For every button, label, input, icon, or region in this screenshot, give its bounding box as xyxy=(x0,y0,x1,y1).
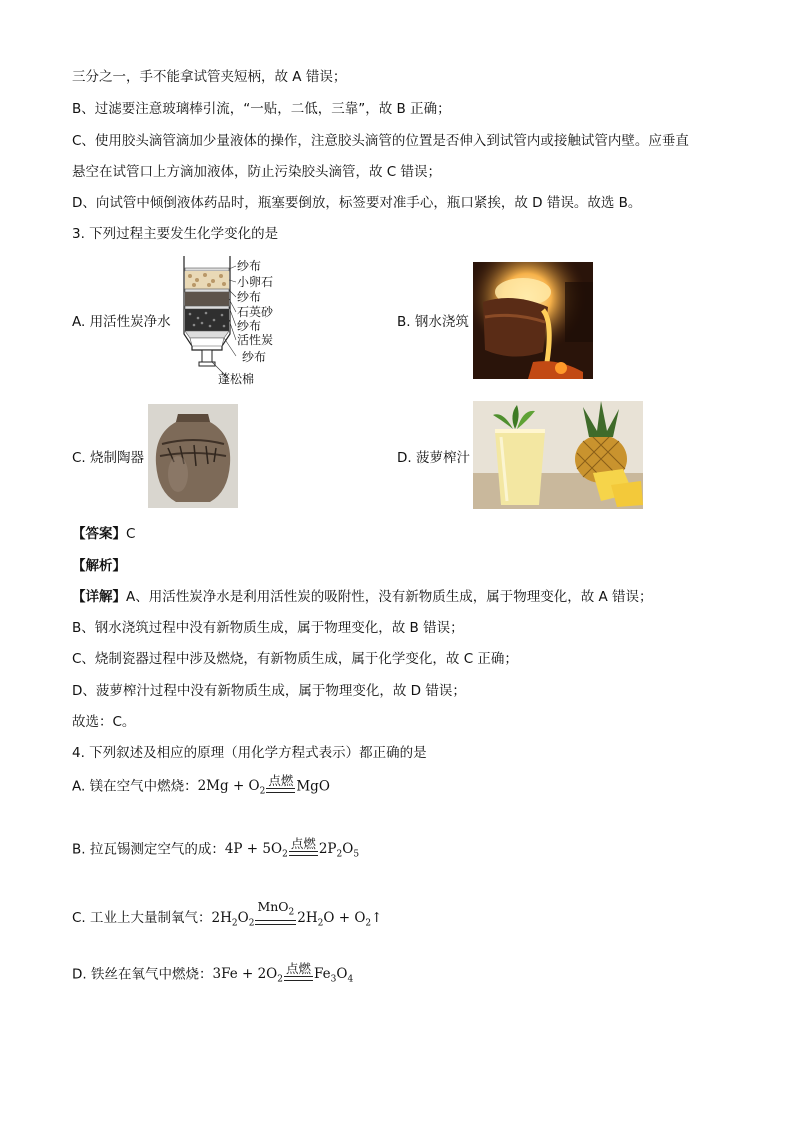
reaction-condition xyxy=(284,962,313,985)
q4-b-label: B. 拉瓦锡测定空气的成： xyxy=(72,841,225,858)
equation-text: O xyxy=(237,909,249,926)
subscript: 2 xyxy=(288,907,295,918)
subscript: 2 xyxy=(259,787,266,797)
q4-option-c xyxy=(72,900,382,929)
text-line: 悬空在试管口上方滴加液体，防止污染胶头滴管，故 C 错误； xyxy=(72,164,442,180)
subscript: 2 xyxy=(365,918,372,929)
equation-text: Fe xyxy=(314,966,331,983)
answer-value: C xyxy=(126,526,136,542)
detail-line-b: B、钢水浇筑过程中没有新物质生成，属于物理变化，故 B 错误； xyxy=(72,620,464,636)
condition-text: 点燃 xyxy=(285,961,311,976)
answer-line xyxy=(72,525,135,543)
filter-label-6: 活性炭 xyxy=(237,333,274,347)
pineapple-juice-photo xyxy=(473,401,643,509)
q4-option-d xyxy=(72,962,353,985)
reaction-condition xyxy=(289,837,318,860)
equation-text: O xyxy=(336,966,348,983)
equation-text: 2P xyxy=(318,841,337,858)
q4-c-label: C. 工业上大量制氧气： xyxy=(72,909,212,926)
condition-text: 点燃 xyxy=(268,773,294,788)
water-filter-diagram xyxy=(180,254,290,390)
subscript: 2 xyxy=(317,918,324,929)
q4-option-b xyxy=(72,837,359,860)
q4-option-a xyxy=(72,774,330,797)
equation-text: O xyxy=(342,841,354,858)
subscript: 2 xyxy=(231,918,238,929)
equation-text: 4P + 5O xyxy=(224,841,283,858)
q4-a-label: A. 镁在空气中燃烧： xyxy=(72,778,198,795)
detail-tag: 【详解】 xyxy=(72,589,126,605)
subscript: 2 xyxy=(336,850,343,860)
question-4-stem: 4. 下列叙述及相应的原理（用化学方程式表示）都正确的是 xyxy=(72,745,427,761)
detail-line-a xyxy=(72,588,653,606)
text-line: 三分之一，手不能拿试管夹短柄，故 A 错误； xyxy=(72,69,347,85)
option-b-label: B. 钢水浇筑 xyxy=(397,314,469,330)
answer-tag: 【答案】 xyxy=(72,526,126,542)
conclusion-line: 故选：C。 xyxy=(72,714,136,730)
reaction-condition xyxy=(255,900,296,929)
option-c-label: C. 烧制陶器 xyxy=(72,450,145,466)
filter-label-3: 纱布 xyxy=(237,290,262,304)
detail-a-text: A、用活性炭净水是利用活性炭的吸附性，没有新物质生成，属于物理变化，故 A 错误； xyxy=(126,589,653,605)
pottery-jar-photo xyxy=(148,404,238,508)
reaction-condition xyxy=(266,774,295,797)
equation-text: 2H xyxy=(297,909,318,926)
gas-arrow-icon: ↑ xyxy=(371,909,383,926)
q4-d-label: D. 铁丝在氧气中燃烧： xyxy=(72,966,213,983)
equation-text: O + O xyxy=(323,909,366,926)
option-a-label: A. 用活性炭净水 xyxy=(72,314,171,330)
condition-text: MnO xyxy=(257,899,289,914)
subscript: 5 xyxy=(353,850,360,860)
option-d-label: D. 菠萝榨汁 xyxy=(397,450,470,466)
condition-text: 点燃 xyxy=(290,836,316,851)
subscript: 4 xyxy=(347,975,354,985)
filter-label-5: 纱布 xyxy=(237,319,262,333)
detail-line-d: D、菠萝榨汁过程中没有新物质生成，属于物理变化，故 D 错误； xyxy=(72,683,466,699)
molten-steel-photo xyxy=(473,262,593,379)
analysis-tag: 【解析】 xyxy=(72,558,126,574)
equation-text: 2Mg + O xyxy=(197,778,260,795)
filter-label-2: 小卵石 xyxy=(237,275,274,289)
subscript: 2 xyxy=(277,975,283,985)
equation-text: 2H xyxy=(211,909,232,926)
subscript: 2 xyxy=(282,850,288,860)
detail-line-c: C、烧制瓷器过程中涉及燃烧，有新物质生成，属于化学变化，故 C 正确； xyxy=(72,651,518,667)
subscript: 3 xyxy=(330,975,337,985)
equation-text: 3Fe + 2O xyxy=(212,966,278,983)
question-3-stem: 3. 下列过程主要发生化学变化的是 xyxy=(72,226,279,242)
text-line: D、向试管中倾倒液体药品时，瓶塞要倒放，标签要对准手心，瓶口紧挨，故 D 错误。故选 B。 xyxy=(72,195,642,211)
text-line: C、使用胶头滴管滴加少量液体的操作，注意胶头滴管的位置是否伸入到试管内或接触试管内壁。应垂直 xyxy=(72,133,689,149)
subscript: 2 xyxy=(248,918,255,929)
filter-label-1: 纱布 xyxy=(237,259,262,273)
equation-text: MgO xyxy=(296,778,330,795)
filter-label-4: 石英砂 xyxy=(237,305,274,319)
filter-label-8: 蓬松棉 xyxy=(218,372,255,386)
text-line: B、过滤要注意玻璃棒引流，“一贴，二低，三靠”，故 B 正确； xyxy=(72,101,451,117)
filter-label-7: 纱布 xyxy=(242,350,267,364)
